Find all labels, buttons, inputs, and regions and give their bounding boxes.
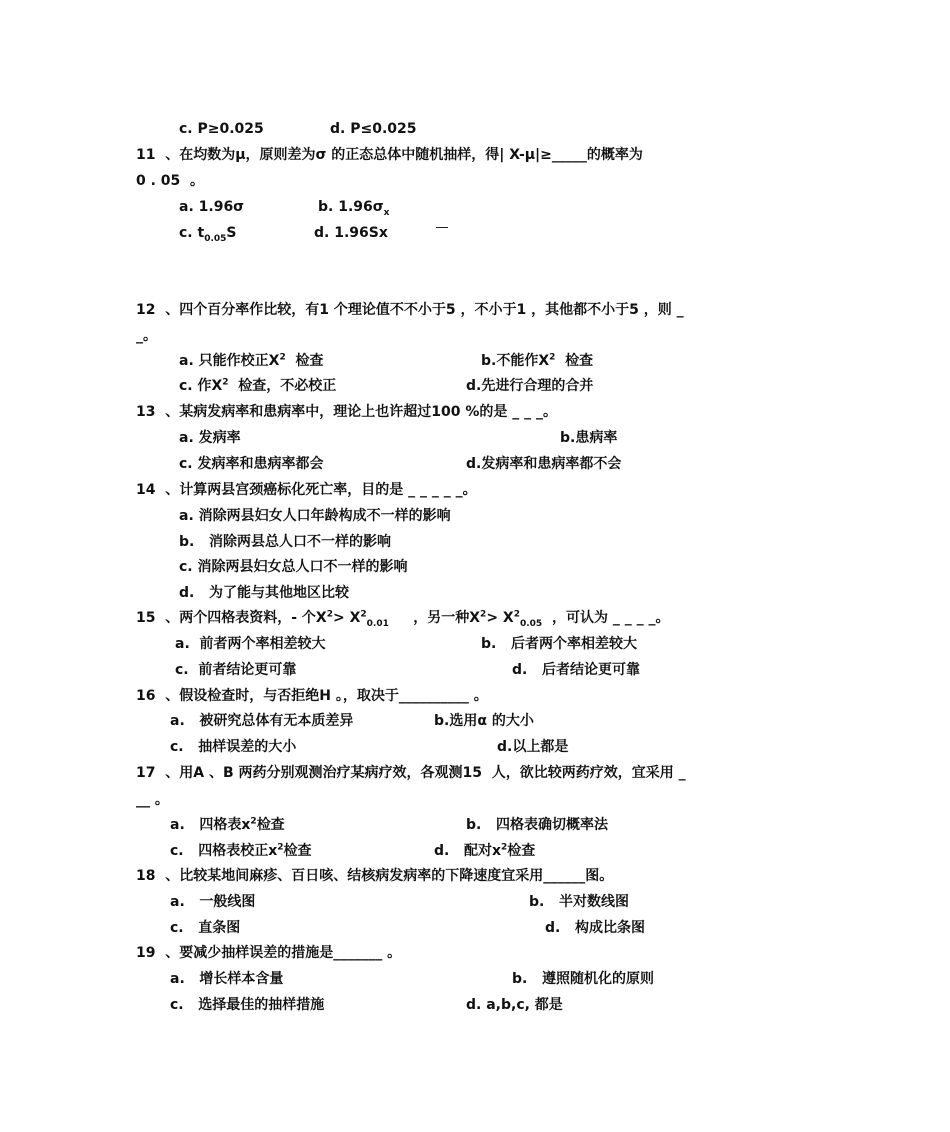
q14-option-c: c. 消除两县妇女总人口不一样的影响 xyxy=(179,559,408,575)
q17-option-b: b. 四格表确切概率法 xyxy=(466,817,608,833)
q15-stem-part4: > X xyxy=(486,610,514,626)
q17-option-c-sup: 2 xyxy=(277,842,284,853)
q19-option-c: c. 选择最佳的抽样措施 xyxy=(170,997,325,1013)
q15-stem-part5: ，可认为 _ _ _ _。 xyxy=(542,610,670,626)
q16-option-a: a. 被研究总体有无本质差异 xyxy=(170,713,354,729)
q18-option-a: a. 一般线图 xyxy=(170,894,256,910)
q11-option-c-tail: S xyxy=(226,225,237,241)
q13-option-b: b.患病率 xyxy=(560,430,618,446)
q14-stem: 14 、计算两县宫颈癌标化死亡率，目的是 _ _ _ _ _。 xyxy=(136,482,477,498)
q15-stem-sup4: 2 xyxy=(513,609,520,620)
q15-option-a: a. 前者两个率相差较大 xyxy=(175,636,326,652)
q12-option-b-sup: 2 xyxy=(549,352,556,363)
q17-option-c-main: c. 四格表校正x xyxy=(170,843,278,859)
q18-stem: 18 、比较某地间麻疹、百日咳、结核病发病率的下降速度宜采用______图。 xyxy=(136,868,614,884)
q11-stem-line2: 0 . 05 。 xyxy=(136,173,205,189)
q11-option-b-sub: x xyxy=(383,207,390,218)
q12-option-b-main: b.不能作X xyxy=(481,353,550,369)
q15-stem-sup2: 2 xyxy=(360,609,367,620)
q12-option-c xyxy=(179,377,336,395)
q17-option-a-main: a. 四格表x xyxy=(170,817,251,833)
q13-option-c: c. 发病率和患病率都会 xyxy=(179,456,324,472)
q11-option-b xyxy=(318,198,389,216)
q18-option-c: c. 直条图 xyxy=(170,920,241,936)
q19-option-b: b. 遵照随机化的原则 xyxy=(512,971,654,987)
q10-option-c: c. P≥0.025 xyxy=(179,121,264,137)
q12-option-a-tail: 检查 xyxy=(285,353,324,369)
q13-option-d: d.发病率和患病率都不会 xyxy=(466,456,622,472)
q11-stem-line1: 11 、在均数为μ，原则差为σ 的正态总体中随机抽样，得| X-μ|≥_____的概率为 xyxy=(136,147,643,163)
q17-option-c-tail: 检查 xyxy=(283,843,312,859)
q17-option-a xyxy=(170,816,285,834)
q15-option-b: b. 后者两个率相差较大 xyxy=(481,636,637,652)
q14-option-b: b. 消除两县总人口不一样的影响 xyxy=(179,534,391,550)
q13-option-a: a. 发病率 xyxy=(179,430,241,446)
q17-stem-line1: 17 、用A 、B 两药分别观测治疗某病疗效，各观测15 人，欲比较两药疗效，宜采用 _ xyxy=(136,765,686,781)
q15-stem-sup1: 2 xyxy=(326,609,333,620)
q12-stem-line2: _。 xyxy=(136,328,157,344)
q15-stem-sub2: 0.05 xyxy=(519,618,543,629)
q12-stem-line1: 12 、四个百分率作比较，有1 个理论值不不小于5 ，不小于1 ，其他都不小于5 ，则 _ xyxy=(136,302,684,318)
q19-stem: 19 、要减少抽样误差的措施是_______ 。 xyxy=(136,945,402,961)
q17-option-d xyxy=(434,842,535,860)
q15-stem-part3: ，另一种X xyxy=(388,610,481,626)
q13-stem: 13 、某病发病率和患病率中，理论上也许超过100 %的是 _ _ _。 xyxy=(136,404,557,420)
q14-option-a: a. 消除两县妇女人口年龄构成不一样的影响 xyxy=(179,508,451,524)
q17-option-d-tail: 检查 xyxy=(507,843,536,859)
q17-option-c xyxy=(170,842,312,860)
q12-option-a xyxy=(179,352,323,370)
q11-option-b-main: b. 1.96σ xyxy=(318,199,384,215)
q17-option-d-main: d. 配对x xyxy=(434,843,501,859)
q16-option-d: d.以上都是 xyxy=(497,739,569,755)
q18-option-b: b. 半对数线图 xyxy=(529,894,629,910)
q19-option-a: a. 增长样本含量 xyxy=(170,971,284,987)
q19-option-d: d. a,b,c, 都是 xyxy=(466,997,563,1013)
q18-option-d: d. 构成比条图 xyxy=(545,920,645,936)
q14-option-d: d. 为了能与其他地区比较 xyxy=(179,585,349,601)
q16-stem: 16 、假设检查时，与否拒绝H 。，取决于__________ 。 xyxy=(136,688,488,704)
q15-stem-part2: > X xyxy=(332,610,361,626)
q11-option-d: d. 1.96Sx xyxy=(314,225,388,241)
q12-option-a-sup: 2 xyxy=(279,352,286,363)
q12-option-c-main: c. 作X xyxy=(179,378,223,394)
q15-option-c: c. 前者结论更可靠 xyxy=(175,662,297,678)
q15-stem xyxy=(136,609,669,627)
q12-option-b xyxy=(481,352,593,370)
stray-dash-mark xyxy=(436,227,448,228)
q12-option-a-main: a. 只能作校正X xyxy=(179,353,280,369)
q15-stem-sub1: 0.01 xyxy=(366,618,389,629)
q10-option-d: d. P≤0.025 xyxy=(330,121,417,137)
q16-option-b: b.选用α 的大小 xyxy=(434,713,534,729)
q12-option-b-tail: 检查 xyxy=(555,353,594,369)
q12-option-c-tail: 检查，不必校正 xyxy=(228,378,337,394)
q16-option-c: c. 抽样误差的大小 xyxy=(170,739,297,755)
q12-option-c-sup: 2 xyxy=(222,377,229,388)
q11-option-c-main: c. t xyxy=(179,225,205,241)
q11-option-c-sub: 0.05 xyxy=(204,233,227,244)
q17-option-a-sup: 2 xyxy=(250,816,257,827)
q15-option-d: d. 后者结论更可靠 xyxy=(512,662,640,678)
q17-stem-line2: __ 。 xyxy=(136,792,169,808)
q11-option-a: a. 1.96σ xyxy=(179,199,245,215)
q11-option-c xyxy=(179,224,237,242)
q15-stem-part1: 15 、两个四格表资料，- 个X xyxy=(136,610,327,626)
q12-option-d: d.先进行合理的合并 xyxy=(466,378,594,394)
q17-option-a-tail: 检查 xyxy=(256,817,285,833)
q15-stem-sup3: 2 xyxy=(480,609,487,620)
q17-option-d-sup: 2 xyxy=(501,842,508,853)
